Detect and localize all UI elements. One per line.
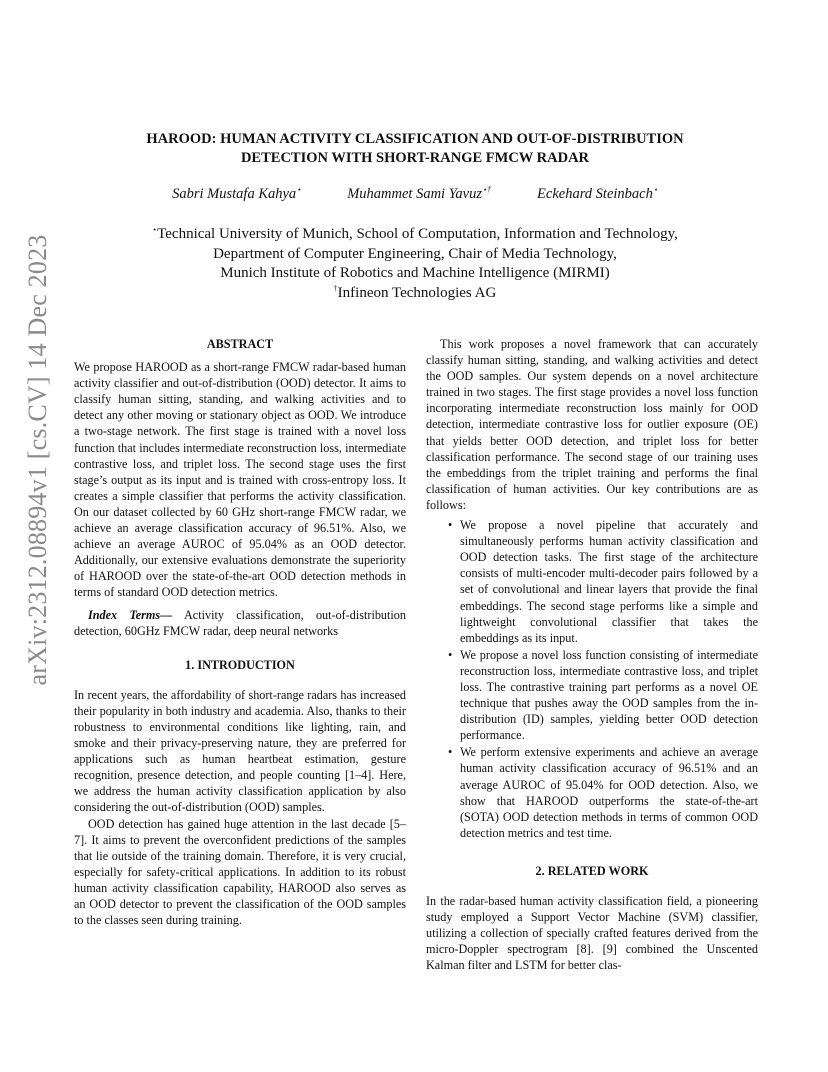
- introduction-paragraph: In recent years, the affordability of short-range radars has increased their popularity in both industry and academia. Also, thanks to their robustness to environmental conditions like lighting, rain, and smoke and their privacy-preserving nature, they are preferred for applications such as human heartbeat estimation, gesture recognition, presence detection, and people counting [1–4]. Here, we address the human activity classification application by also considering the out-of-distribution (OOD) samples.: [74, 687, 406, 815]
- left-column: [74, 336, 406, 928]
- arxiv-identifier: arXiv:2312.08894v1 [cs.CV] 14 Dec 2023: [23, 234, 52, 686]
- contribution-item: • We propose a novel pipeline that accurately and simultaneously performs human activity classification and OOD detection tasks. The first stage of the architecture consists of multi-encoder multi-decoder pairs followed by a set of convolutional and linear layers that provide the final embeddings. The second stage performs like a simple and lightweight convolutional classifier that takes the embeddings as its input.: [460, 517, 758, 646]
- title-line-1: HAROOD: HUMAN ACTIVITY CLASSIFICATION AND OUT-OF-DISTRIBUTION: [146, 131, 684, 147]
- abstract-heading: ABSTRACT: [206, 337, 274, 351]
- index-terms: Index Terms— Activity classification, out-of-distribution detection, 60GHz FMCW radar, deep neural networks: [74, 607, 406, 638]
- introduction-paragraph: OOD detection has gained huge attention in the last decade [5–7]. It aims to prevent the overconfident predictions of the samples that lie outside of the training domain. Therefore, it is very crucial, especially for safety-critical applications. In addition to its robust human activity classification capability, HAROOD also serves as an OOD detector to prevent the classification of the OOD samples to the classes seen during training.: [74, 816, 406, 928]
- author-list: [80, 186, 750, 203]
- paper-title: [80, 130, 750, 168]
- author: Eckehard Steinbach⋆: [537, 185, 658, 202]
- contribution-item: • We propose a novel loss function consisting of intermediate reconstruction loss, intermediate contrastive loss, and triplet loss. The contrastive training part performs as a novel OE technique that pushes away the OOD samples from the in-distribution (ID) samples, yielding better OOD detection performance.: [460, 647, 758, 744]
- affiliation-line: †Infineon Technologies AG: [333, 283, 497, 301]
- author: Sabri Mustafa Kahya⋆: [172, 185, 302, 202]
- affiliations: [80, 225, 750, 303]
- related-work-heading: 2. RELATED WORK: [535, 863, 649, 878]
- affiliation-line: Munich Institute of Robotics and Machine Intelligence (MIRMI): [220, 265, 610, 281]
- affiliation-line: Department of Computer Engineering, Chair of Media Technology,: [213, 245, 617, 262]
- abstract-text: We propose HAROOD as a short-range FMCW radar-based human activity classifier and out-of-distribution (OOD) detector. It aims to classify human sitting, standing, and walking activities and to detect any other moving or stationary object as OOD. We introduce a two-stage network. The first stage is trained with a novel loss function that includes intermediate reconstruction loss, intermediate contrastive loss, and triplet loss. The second stage uses the first stage’s output as its input and is trained with cross-entropy loss. It creates a simple classifier that performs the activity classification. On our dataset collected by 60 GHz short-range FMCW radar, we achieve an average classification accuracy of 96.51%. Also, we achieve an average AUROC of 95.04% as an OOD detector. Additionally, our extensive evaluations demonstrate the superiority of HAROOD over the state-of-the-art OOD detection methods in terms of standard OOD detection metrics.: [74, 360, 406, 600]
- affiliation-line: ⋆Technical University of Munich, School of Computation, Information and Technology,: [152, 225, 678, 242]
- right-column: [426, 336, 758, 973]
- framework-paragraph: This work proposes a novel framework that can accurately classify human sitting, standing, and walking activities and detect the OOD samples. Our system depends on a novel architecture trained in two stages. The first stage provides a novel loss function incorporating intermediate reconstruction loss mainly for OOD detection, intermediate contrastive loss for outlier exposure (OE) that yields better OOD detection, and triplet loss for better classification performance. The second stage of our training uses the embeddings from the triplet training and performs the final classification of human activities. Our key contributions are as follows:: [426, 337, 758, 512]
- title-line-2: DETECTION WITH SHORT-RANGE FMCW RADAR: [240, 150, 590, 166]
- author: Muhammet Sami Yavuz⋆†: [347, 185, 492, 202]
- contribution-item: • We perform extensive experiments and achieve an average human activity classification accuracy of 96.51% and an average AUROC of 95.04% for OOD detection. Also, we show that HAROOD outperforms the state-of-the-art (SOTA) OOD detection methods in terms of common OOD detection metrics and test time.: [460, 744, 758, 841]
- contributions-list: [426, 517, 758, 841]
- related-work-paragraph: In the radar-based human activity classification field, a pioneering study employed a Support Vector Machine (SVM) classifier, utilizing a collection of specially crafted features derived from the micro-Doppler spectrogram [8]. [9] combined the Unscented Kalman filter and LSTM for better clas-: [426, 894, 758, 973]
- introduction-heading: 1. INTRODUCTION: [185, 657, 295, 672]
